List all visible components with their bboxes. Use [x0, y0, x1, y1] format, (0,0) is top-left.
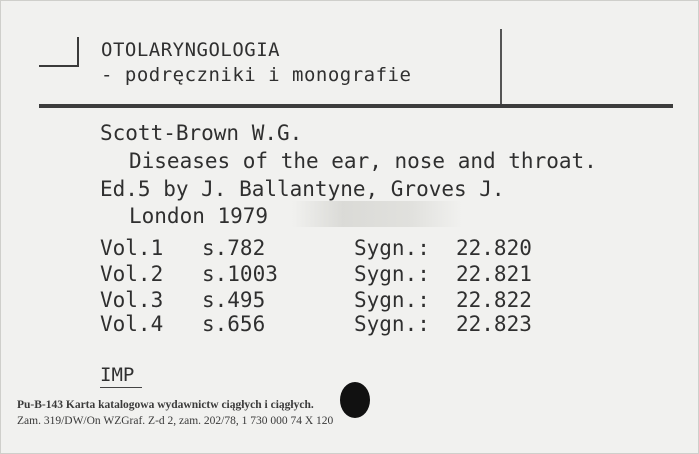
volume-number: Vol.4: [100, 312, 164, 336]
volume-pages: s.1003: [202, 262, 278, 286]
heading-vertical-rule: [500, 29, 502, 105]
footer-form-line: Pu-B-143 Karta katalogowa wydawnictw ciągłych i ciągłych.: [17, 399, 314, 411]
signature-label: Sygn.:: [354, 312, 430, 336]
signature-number: 22.823: [456, 312, 532, 336]
volume-number: Vol.1: [100, 236, 164, 260]
volume-pages: s.495: [202, 288, 266, 312]
signature-label: Sygn.:: [354, 236, 430, 260]
heading-bracket-vertical: [77, 37, 79, 67]
signature-label: Sygn.:: [354, 262, 430, 286]
volume-pages: s.656: [202, 312, 266, 336]
punch-hole: [340, 382, 370, 418]
author-line: Scott-Brown W.G.: [100, 121, 303, 145]
imp-mark: IMP: [100, 364, 135, 386]
signature-number: 22.821: [456, 262, 532, 286]
volume-pages: s.782: [202, 236, 266, 260]
subject-subheading: - podręczniki i monografie: [101, 64, 412, 86]
heading-horizontal-rule: [39, 104, 673, 108]
imp-underline: [100, 387, 142, 388]
signature-label: Sygn.:: [354, 288, 430, 312]
faded-stamp: [292, 201, 462, 227]
heading-bracket-horizontal: [39, 65, 77, 67]
volume-number: Vol.2: [100, 262, 164, 286]
signature-number: 22.822: [456, 288, 532, 312]
signature-number: 22.820: [456, 236, 532, 260]
edition-line: Ed.5 by J. Ballantyne, Groves J.: [100, 177, 505, 201]
subject-heading: OTOLARYNGOLOGIA: [101, 39, 281, 61]
footer-print-line: Zam. 319/DW/On WZGraf. Z-d 2, zam. 202/78, 1 730 000 74 X 120: [17, 415, 334, 427]
title-line: Diseases of the ear, nose and throat.: [129, 149, 597, 173]
volume-number: Vol.3: [100, 288, 164, 312]
place-year-line: London 1979: [129, 204, 269, 228]
